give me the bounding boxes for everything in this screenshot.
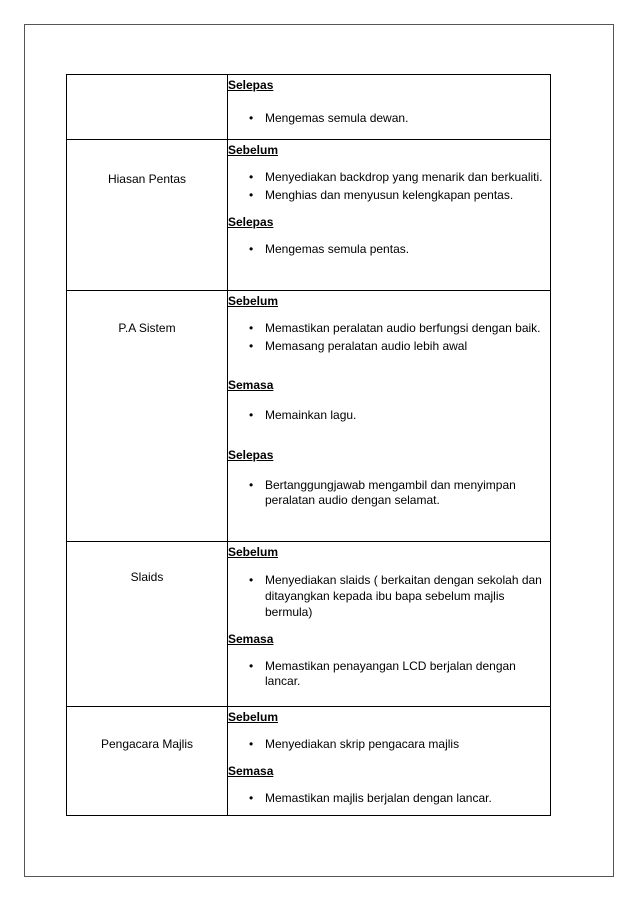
row-label-cell: [67, 140, 228, 291]
phase-heading: Semasa: [228, 632, 274, 646]
row-label: Slaids: [130, 570, 164, 584]
row-content-cell: [228, 707, 551, 816]
phase-heading: Sebelum: [228, 545, 279, 559]
phase-heading: Semasa: [228, 378, 274, 392]
bullet-list: [228, 170, 550, 203]
row-content-cell: [228, 542, 551, 707]
bullet-list: [228, 478, 550, 508]
phase-heading: Selepas: [228, 215, 274, 229]
list-item: • Memasang peralatan audio lebih awal: [228, 339, 550, 354]
list-item: • Menghias dan menyusun kelengkapan pentas.: [228, 188, 550, 203]
phase-heading: Semasa: [228, 764, 274, 778]
list-item: • Memainkan lagu.: [228, 408, 550, 423]
phase-heading: Selepas: [228, 448, 274, 462]
bullet-list: [228, 737, 550, 752]
task-table: [66, 74, 551, 816]
row-label-cell: [67, 707, 228, 816]
table-row: [67, 707, 551, 816]
list-item: • Menyediakan skrip pengacara majlis: [228, 737, 550, 752]
row-content-cell: [228, 291, 551, 542]
row-content-cell: [228, 140, 551, 291]
row-label-cell: [67, 75, 228, 140]
phase-heading: Sebelum: [228, 294, 279, 308]
table-row: [67, 542, 551, 707]
bullet-list: [228, 791, 550, 806]
bullet-list: [228, 408, 550, 423]
phase-heading: Sebelum: [228, 710, 279, 724]
bullet-list: [228, 111, 550, 126]
list-item: • Memastikan penayangan LCD berjalan dengan lancar.: [228, 659, 550, 689]
table-row: [67, 75, 551, 140]
list-item: • Memastikan peralatan audio berfungsi dengan baik.: [228, 321, 550, 336]
table-row: [67, 291, 551, 542]
list-item: • Mengemas semula dewan.: [228, 111, 550, 126]
row-label: Hiasan Pentas: [107, 172, 187, 186]
row-content-cell: [228, 75, 551, 140]
row-label: Pengacara Majlis: [100, 737, 194, 751]
phase-heading: Selepas: [228, 78, 274, 92]
bullet-list: [228, 242, 550, 257]
row-label-cell: [67, 291, 228, 542]
bullet-list: [228, 321, 550, 354]
bullet-list: [228, 572, 550, 620]
list-item: • Memastikan majlis berjalan dengan lancar.: [228, 791, 550, 806]
table-row: [67, 140, 551, 291]
list-item: • Menyediakan backdrop yang menarik dan berkualiti.: [228, 170, 550, 185]
list-item: • Mengemas semula pentas.: [228, 242, 550, 257]
list-item: • Bertanggungjawab mengambil dan menyimpan peralatan audio dengan selamat.: [228, 478, 550, 508]
row-label: P.A Sistem: [118, 321, 176, 335]
phase-heading: Sebelum: [228, 143, 279, 157]
bullet-list: [228, 659, 550, 689]
list-item: • Menyediakan slaids ( berkaitan dengan sekolah dan ditayangkan kepada ibu bapa sebelum majlis bermula): [228, 572, 550, 620]
row-label-cell: [67, 542, 228, 707]
